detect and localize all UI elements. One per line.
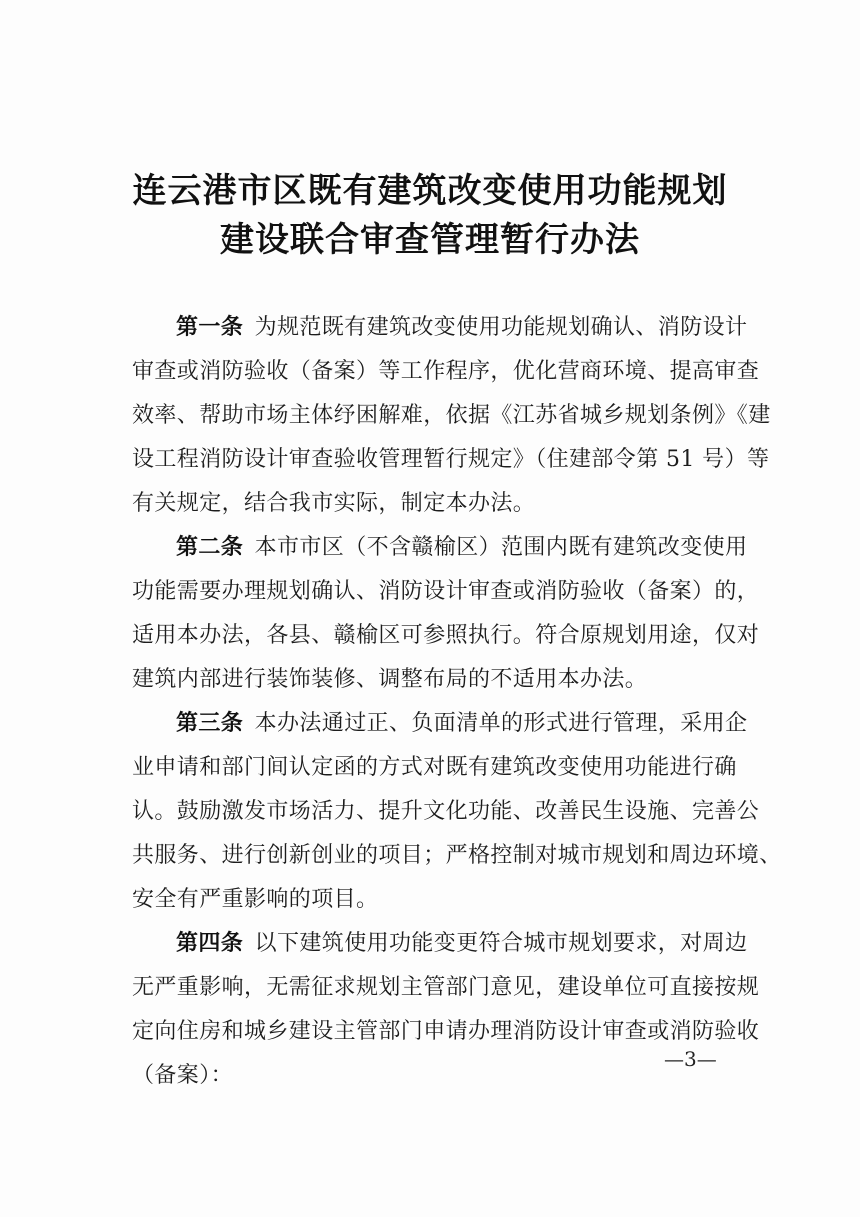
article-1-text-line-1: 为规范既有建筑改变使用功能规划确认、消防设计 xyxy=(254,315,748,340)
document-title-line-2: 建设联合审查管理暂行办法 xyxy=(220,220,640,260)
article-4-label: 第四条 xyxy=(176,931,244,956)
article-1-text-line-3: 效率、帮助市场主体纾困解难，依据《江苏省城乡规划条例》《建 xyxy=(132,403,771,428)
article-2-text-line-2: 功能需要办理规划确认、消防设计审查或消防验收（备案）的， xyxy=(132,579,760,604)
article-4-text-line-3: 定向住房和城乡建设主管部门申请办理消防设计审查或消防验收 xyxy=(132,1019,760,1044)
article-3-text-line-5: 安全有严重影响的项目。 xyxy=(132,887,379,912)
page-number: —3— xyxy=(664,1047,717,1071)
document-title-line-1: 连云港市区既有建筑改变使用功能规划 xyxy=(132,171,728,211)
article-1-first-line xyxy=(176,312,747,344)
article-4-first-line xyxy=(176,928,747,960)
article-3-text-line-3: 认。鼓励激发市场活力、提升文化功能、改善民生设施、完善公 xyxy=(132,799,760,824)
article-3-text-line-4: 共服务、进行创新创业的项目；严格控制对城市规划和周边环境、 xyxy=(132,843,782,868)
article-1-text-line-4: 设工程消防设计审查验收管理暂行规定》（住建部令第 51 号）等 xyxy=(132,447,770,472)
article-4-text-line-2: 无严重影响，无需征求规划主管部门意见，建设单位可直接按规 xyxy=(132,975,760,1000)
article-3-first-line xyxy=(176,708,747,740)
article-2-label: 第二条 xyxy=(176,535,244,560)
article-2-text-line-3: 适用本办法，各县、赣榆区可参照执行。符合原规划用途，仅对 xyxy=(132,623,760,648)
article-3-text-line-1: 本办法通过正、负面清单的形式进行管理，采用企 xyxy=(254,711,748,736)
article-3-text-line-2: 业申请和部门间认定函的方式对既有建筑改变使用功能进行确 xyxy=(132,755,737,780)
article-1-label: 第一条 xyxy=(176,315,244,340)
article-2-first-line xyxy=(176,532,747,564)
article-4-text-line-1: 以下建筑使用功能变更符合城市规划要求，对周边 xyxy=(254,931,748,956)
article-1-text-line-2: 审查或消防验收（备案）等工作程序，优化营商环境、提高审查 xyxy=(132,359,760,384)
article-3-label: 第三条 xyxy=(176,711,244,736)
article-4-text-line-4: （备案）： xyxy=(132,1063,234,1088)
article-1-text-line-5: 有关规定，结合我市实际，制定本办法。 xyxy=(132,491,536,516)
article-2-text-line-1: 本市市区（不含赣榆区）范围内既有建筑改变使用 xyxy=(254,535,748,560)
article-2-text-line-4: 建筑内部进行装饰装修、调整布局的不适用本办法。 xyxy=(132,667,648,692)
